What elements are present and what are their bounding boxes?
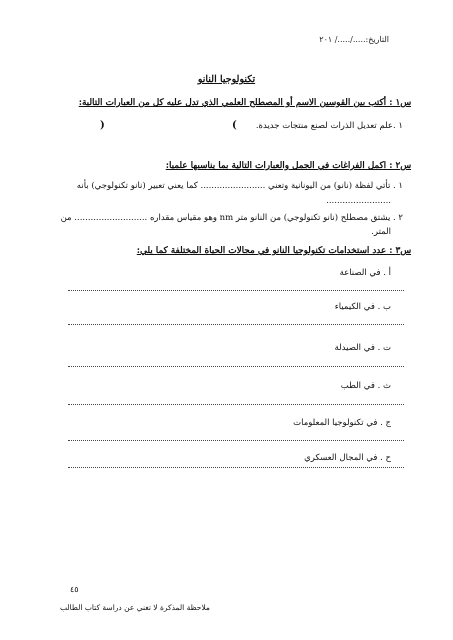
item-label: في الصيدلة	[334, 343, 375, 353]
usage-item-military	[304, 453, 391, 464]
item-label: في الصناعة	[339, 268, 381, 278]
item-letter: ث .	[377, 381, 391, 391]
item-label: في الطب	[340, 381, 375, 391]
item-label: في الكيمياء	[334, 302, 375, 312]
answer-line[interactable]	[68, 467, 404, 468]
answer-line[interactable]	[68, 290, 404, 291]
item-letter: ج .	[380, 418, 391, 428]
item-label: في تكنولوجيا المعلومات	[293, 418, 378, 428]
answer-line[interactable]	[68, 324, 404, 325]
question-3-text: س٣ : عدد استخدامات تكنولوجيا النانو في مجالات الحياة المختلفة كما يلي:	[136, 246, 411, 256]
question-1-text: س١ : أكتب بين القوسين الاسم أو المصطلح العلمي الذي تدل عليه كل من العبارات التالية:	[78, 98, 411, 108]
usage-item-industry	[340, 268, 391, 279]
question-2-text: س٢ : اكمل الفراغات في الجمل والعبارات التالية بما يناسبها علميا:	[165, 161, 411, 171]
answer-line[interactable]	[68, 366, 404, 367]
answer-paren-close: )	[100, 120, 105, 131]
question-1-prompt	[79, 98, 411, 109]
question-3-prompt	[137, 246, 411, 257]
answer-paren-open: (	[232, 120, 237, 131]
usage-item-pharmacy	[335, 343, 391, 354]
question-1-item-1: ١ .علم تعديل الذرات لصنع منتجات جديدة.	[255, 121, 403, 131]
answer-line[interactable]	[68, 440, 404, 441]
question-2-item-2-line-2: المتر.	[371, 227, 391, 237]
footer-note: ملاحظة المذكرة لا تغني عن دراسة كتاب الطالب	[60, 603, 210, 612]
usage-item-medicine	[341, 381, 391, 392]
answer-line[interactable]	[68, 404, 404, 405]
item-label: في المجال العسكري	[304, 453, 378, 463]
question-2-item-1-line-1: ١ . تأتي لفظة (نانو) من اليونانية وتعني ........................ كما يعني تعبير (نانو تكنولوجي) بأنه	[76, 181, 403, 191]
item-letter: أ .	[383, 268, 391, 278]
worksheet-title: تكنولوجيا النانو	[197, 74, 256, 85]
item-letter: ت .	[377, 343, 391, 353]
question-2-item-1-line-2: ........................	[326, 196, 391, 206]
date-field: التاريخ:...../...../ ٢٠١	[319, 35, 389, 44]
usage-item-it	[293, 418, 391, 429]
question-2-prompt	[166, 161, 411, 172]
page-number: ٤٥	[70, 585, 79, 594]
item-letter: ح .	[380, 453, 391, 463]
item-letter: ب .	[377, 302, 391, 312]
question-2-item-2-line-1: ٢ . يشتق مصطلح (نانو تكنولوجي) من النانو متر nm وهو مقياس مقداره ........................... من	[60, 213, 403, 223]
usage-item-chemistry	[335, 302, 391, 313]
